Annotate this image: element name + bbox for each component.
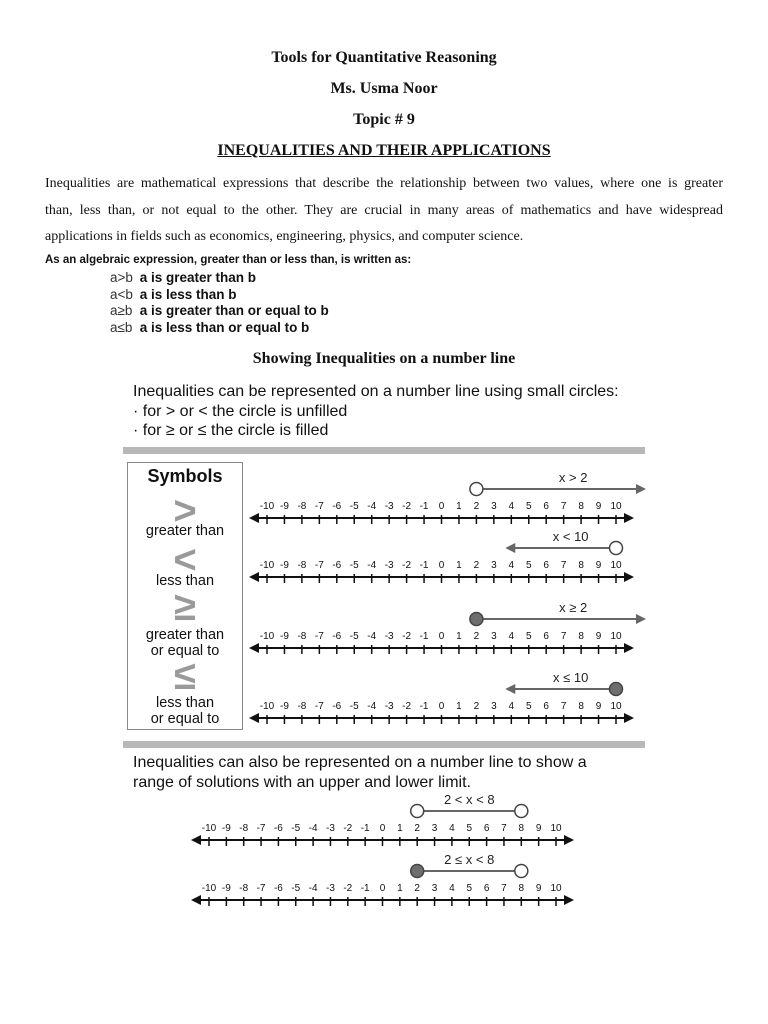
- tick-label: 2: [473, 631, 480, 642]
- tick-label: 5: [466, 823, 473, 834]
- tick-label: 10: [550, 823, 562, 834]
- tick-label: -8: [239, 823, 249, 834]
- tick-label: 2: [473, 560, 480, 571]
- tick-label: -2: [402, 560, 412, 571]
- intro-line: than, less than, or not equal to the other. They are crucial in many areas of mathematics and have widespread: [45, 202, 723, 218]
- number-line-right-arrowhead: [624, 713, 634, 723]
- tick-label: 0: [379, 883, 386, 894]
- range-label: 2 ≤ x < 8: [444, 852, 495, 867]
- tick-label: 9: [595, 501, 602, 512]
- tick-label: 6: [543, 631, 549, 642]
- tick-label: -7: [314, 631, 324, 642]
- tick-label: -9: [279, 501, 289, 512]
- number-line-left-arrowhead: [249, 643, 259, 653]
- tick-label: -1: [419, 501, 429, 512]
- tick-label: 6: [483, 823, 490, 834]
- tick-label: -10: [259, 501, 275, 512]
- teacher-name: Ms. Usma Noor: [330, 80, 438, 97]
- tick-label: -3: [325, 883, 335, 894]
- inequality-label: x > 2: [558, 470, 588, 485]
- course-title: Tools for Quantitative Reasoning: [271, 49, 497, 66]
- tick-label: 3: [491, 701, 497, 712]
- number-line-left-arrowhead: [249, 572, 259, 582]
- definition-text: a is less than b: [139, 286, 237, 302]
- tick-label: -5: [349, 560, 359, 571]
- tick-label: -4: [367, 501, 377, 512]
- tick-label: -8: [297, 501, 307, 512]
- tick-label: 6: [483, 883, 490, 894]
- tick-label: 2: [414, 823, 420, 834]
- tick-label: -3: [384, 560, 394, 571]
- tick-label: -8: [297, 701, 307, 712]
- tick-label: -9: [279, 701, 289, 712]
- greater-equal-glyph: ≥: [174, 585, 196, 629]
- algebraic-intro: As an algebraic expression, greater than or less than, is written as:: [45, 254, 412, 266]
- tick-label: -1: [360, 823, 370, 834]
- tick-label: 7: [501, 823, 507, 834]
- tick-label: 3: [491, 501, 497, 512]
- open-circle: [470, 483, 483, 496]
- tick-label: 7: [560, 701, 567, 712]
- tick-label: -3: [384, 501, 394, 512]
- tick-label: -5: [349, 631, 359, 642]
- tick-label: -6: [273, 823, 283, 834]
- range-text: [133, 753, 587, 792]
- number-line-right-arrowhead: [624, 643, 634, 653]
- tick-label: -4: [367, 631, 377, 642]
- symbol-label-line: greater than: [145, 627, 225, 643]
- tick-label: 0: [438, 701, 445, 712]
- tick-label: 1: [456, 701, 462, 712]
- inequality-label: x ≥ 2: [559, 600, 588, 615]
- definition-text: a is greater than or equal to b: [139, 303, 329, 319]
- tick-label: 7: [560, 560, 567, 571]
- tick-label: -5: [291, 883, 301, 894]
- tick-label: 1: [397, 883, 403, 894]
- filled-circle: [411, 865, 424, 878]
- tick-label: 4: [508, 701, 515, 712]
- solution-arrowhead: [636, 614, 646, 624]
- tick-label: 7: [560, 501, 567, 512]
- tick-label: -2: [402, 501, 412, 512]
- definition-symbol: a>b: [110, 270, 133, 285]
- open-circle: [515, 865, 528, 878]
- symbol-label-line: or equal to: [150, 711, 220, 727]
- section-title: Showing Inequalities on a number line: [252, 350, 516, 367]
- tick-label: 2: [473, 501, 480, 512]
- tick-label: 4: [449, 883, 455, 894]
- tick-label: -2: [402, 631, 412, 642]
- topic-number: Topic # 9: [353, 111, 415, 128]
- less-equal-glyph: ≤: [174, 654, 196, 698]
- tick-label: 10: [610, 501, 622, 512]
- tick-label: 10: [610, 560, 622, 571]
- open-circle: [610, 542, 623, 555]
- tick-label: 6: [543, 501, 549, 512]
- symbol-label-line: less than: [155, 695, 215, 711]
- tick-label: 8: [518, 823, 525, 834]
- tick-label: -6: [332, 501, 342, 512]
- tick-label: -2: [343, 883, 353, 894]
- tick-label: -4: [367, 701, 377, 712]
- tick-label: 1: [456, 631, 462, 642]
- intro-line: Inequalities are mathematical expressions that describe the relationship between two values, where one is greater: [45, 176, 723, 191]
- tick-label: 10: [610, 701, 622, 712]
- tick-label: -7: [314, 501, 324, 512]
- tick-label: -4: [367, 560, 377, 571]
- tick-label: -1: [419, 631, 429, 642]
- tick-label: -5: [349, 701, 359, 712]
- tick-label: -1: [419, 701, 429, 712]
- tick-label: -7: [256, 883, 266, 894]
- tick-label: 1: [456, 501, 462, 512]
- tick-label: 5: [466, 883, 473, 894]
- tick-label: -9: [221, 883, 231, 894]
- tick-label: -2: [343, 823, 353, 834]
- solution-arrowhead: [636, 484, 646, 494]
- range-line: Inequalities can also be represented on a number line to show a: [133, 754, 587, 771]
- inequality-label: x < 10: [552, 529, 589, 544]
- page-title: INEQUALITIES AND THEIR APPLICATIONS: [217, 142, 551, 159]
- tick-label: -6: [332, 560, 342, 571]
- symbol-label-line: or equal to: [150, 643, 220, 659]
- tick-label: -10: [259, 701, 275, 712]
- number-line-right-arrowhead: [624, 572, 634, 582]
- tick-label: 8: [578, 560, 584, 571]
- tick-label: -7: [314, 560, 324, 571]
- less-than-glyph: <: [173, 538, 197, 582]
- tick-label: 5: [525, 560, 532, 571]
- range-number-line-right-arrowhead: [564, 835, 574, 845]
- tick-label: 0: [438, 501, 445, 512]
- tick-label: 8: [518, 883, 525, 894]
- tick-label: 0: [379, 823, 386, 834]
- tick-label: -10: [201, 823, 217, 834]
- symbols-title: Symbols: [147, 466, 223, 486]
- tick-label: 6: [543, 701, 549, 712]
- tick-label: -3: [384, 701, 394, 712]
- tick-label: 10: [610, 631, 622, 642]
- range-line: range of solutions with an upper and lower limit.: [133, 773, 471, 791]
- tick-label: 4: [508, 560, 515, 571]
- definition-symbol: a≤b: [110, 319, 133, 335]
- tick-label: 7: [501, 883, 507, 894]
- tick-label: 1: [456, 560, 462, 571]
- representation-line: · for ≥ or ≤ the circle is filled: [133, 422, 329, 439]
- tick-label: 9: [535, 883, 542, 894]
- tick-label: -3: [325, 823, 335, 834]
- tick-label: -9: [221, 823, 231, 834]
- tick-label: 3: [431, 883, 438, 894]
- greater-than-glyph: >: [173, 489, 197, 533]
- tick-label: -7: [256, 823, 266, 834]
- definition-text: a is less than or equal to b: [139, 319, 310, 335]
- tick-label: -1: [360, 883, 370, 894]
- range-label: 2 < x < 8: [443, 792, 495, 807]
- number-line-left-arrowhead: [249, 713, 259, 723]
- tick-label: 0: [438, 560, 445, 571]
- tick-label: -2: [402, 701, 412, 712]
- filled-circle: [470, 613, 483, 626]
- tick-label: 3: [491, 631, 497, 642]
- tick-label: 10: [550, 883, 562, 894]
- range-number-line-left-arrowhead: [191, 895, 201, 905]
- tick-label: 9: [595, 631, 602, 642]
- tick-label: -8: [239, 883, 249, 894]
- tick-label: 4: [508, 501, 515, 512]
- tick-label: -9: [279, 560, 289, 571]
- tick-label: 7: [560, 631, 567, 642]
- tick-label: 9: [595, 701, 602, 712]
- tick-label: -9: [279, 631, 289, 642]
- tick-label: -8: [297, 631, 307, 642]
- solution-arrowhead: [505, 684, 515, 694]
- definition-symbol: a<b: [110, 286, 133, 302]
- representation-line: · for > or < the circle is unfilled: [133, 402, 348, 420]
- representation-line: Inequalities can be represented on a number line using small circles:: [133, 383, 619, 400]
- number-line-right-arrowhead: [624, 513, 634, 523]
- symbol-label: greater than: [145, 523, 225, 539]
- definition-text: a is greater than b: [139, 270, 257, 285]
- tick-label: 5: [525, 701, 532, 712]
- tick-label: -6: [332, 631, 342, 642]
- tick-label: 1: [397, 823, 403, 834]
- tick-label: 3: [491, 560, 497, 571]
- divider-bar: [123, 741, 645, 748]
- tick-label: 4: [449, 823, 455, 834]
- open-circle: [411, 805, 424, 818]
- filled-circle: [610, 683, 623, 696]
- tick-label: 8: [578, 701, 584, 712]
- tick-label: 2: [414, 883, 420, 894]
- tick-label: 3: [431, 823, 438, 834]
- range-number-line-left-arrowhead: [191, 835, 201, 845]
- number-line-left-arrowhead: [249, 513, 259, 523]
- tick-label: 9: [535, 823, 542, 834]
- tick-label: -4: [308, 883, 318, 894]
- tick-label: -10: [259, 560, 275, 571]
- tick-label: -3: [384, 631, 394, 642]
- tick-label: -5: [349, 501, 359, 512]
- range-number-line-right-arrowhead: [564, 895, 574, 905]
- definition-symbol: a≥b: [110, 303, 133, 319]
- tick-label: -6: [332, 701, 342, 712]
- open-circle: [515, 805, 528, 818]
- tick-label: -10: [259, 631, 275, 642]
- tick-label: 9: [595, 560, 602, 571]
- tick-label: -4: [308, 823, 318, 834]
- tick-label: -5: [291, 823, 301, 834]
- tick-label: 8: [578, 501, 584, 512]
- inequality-label: x ≤ 10: [552, 670, 589, 685]
- tick-label: -7: [314, 701, 324, 712]
- tick-label: 5: [525, 631, 532, 642]
- tick-label: -8: [297, 560, 307, 571]
- tick-label: 5: [525, 501, 532, 512]
- solution-arrowhead: [505, 543, 515, 553]
- tick-label: 4: [508, 631, 515, 642]
- intro-line: applications in fields such as economics, engineering, physics, and computer science.: [45, 229, 524, 244]
- tick-label: 8: [578, 631, 584, 642]
- tick-label: 6: [543, 560, 549, 571]
- tick-label: -10: [201, 883, 217, 894]
- tick-label: 2: [473, 701, 480, 712]
- tick-label: -6: [273, 883, 283, 894]
- symbol-label: less than: [155, 573, 215, 589]
- tick-label: -1: [419, 560, 429, 571]
- tick-label: 0: [438, 631, 445, 642]
